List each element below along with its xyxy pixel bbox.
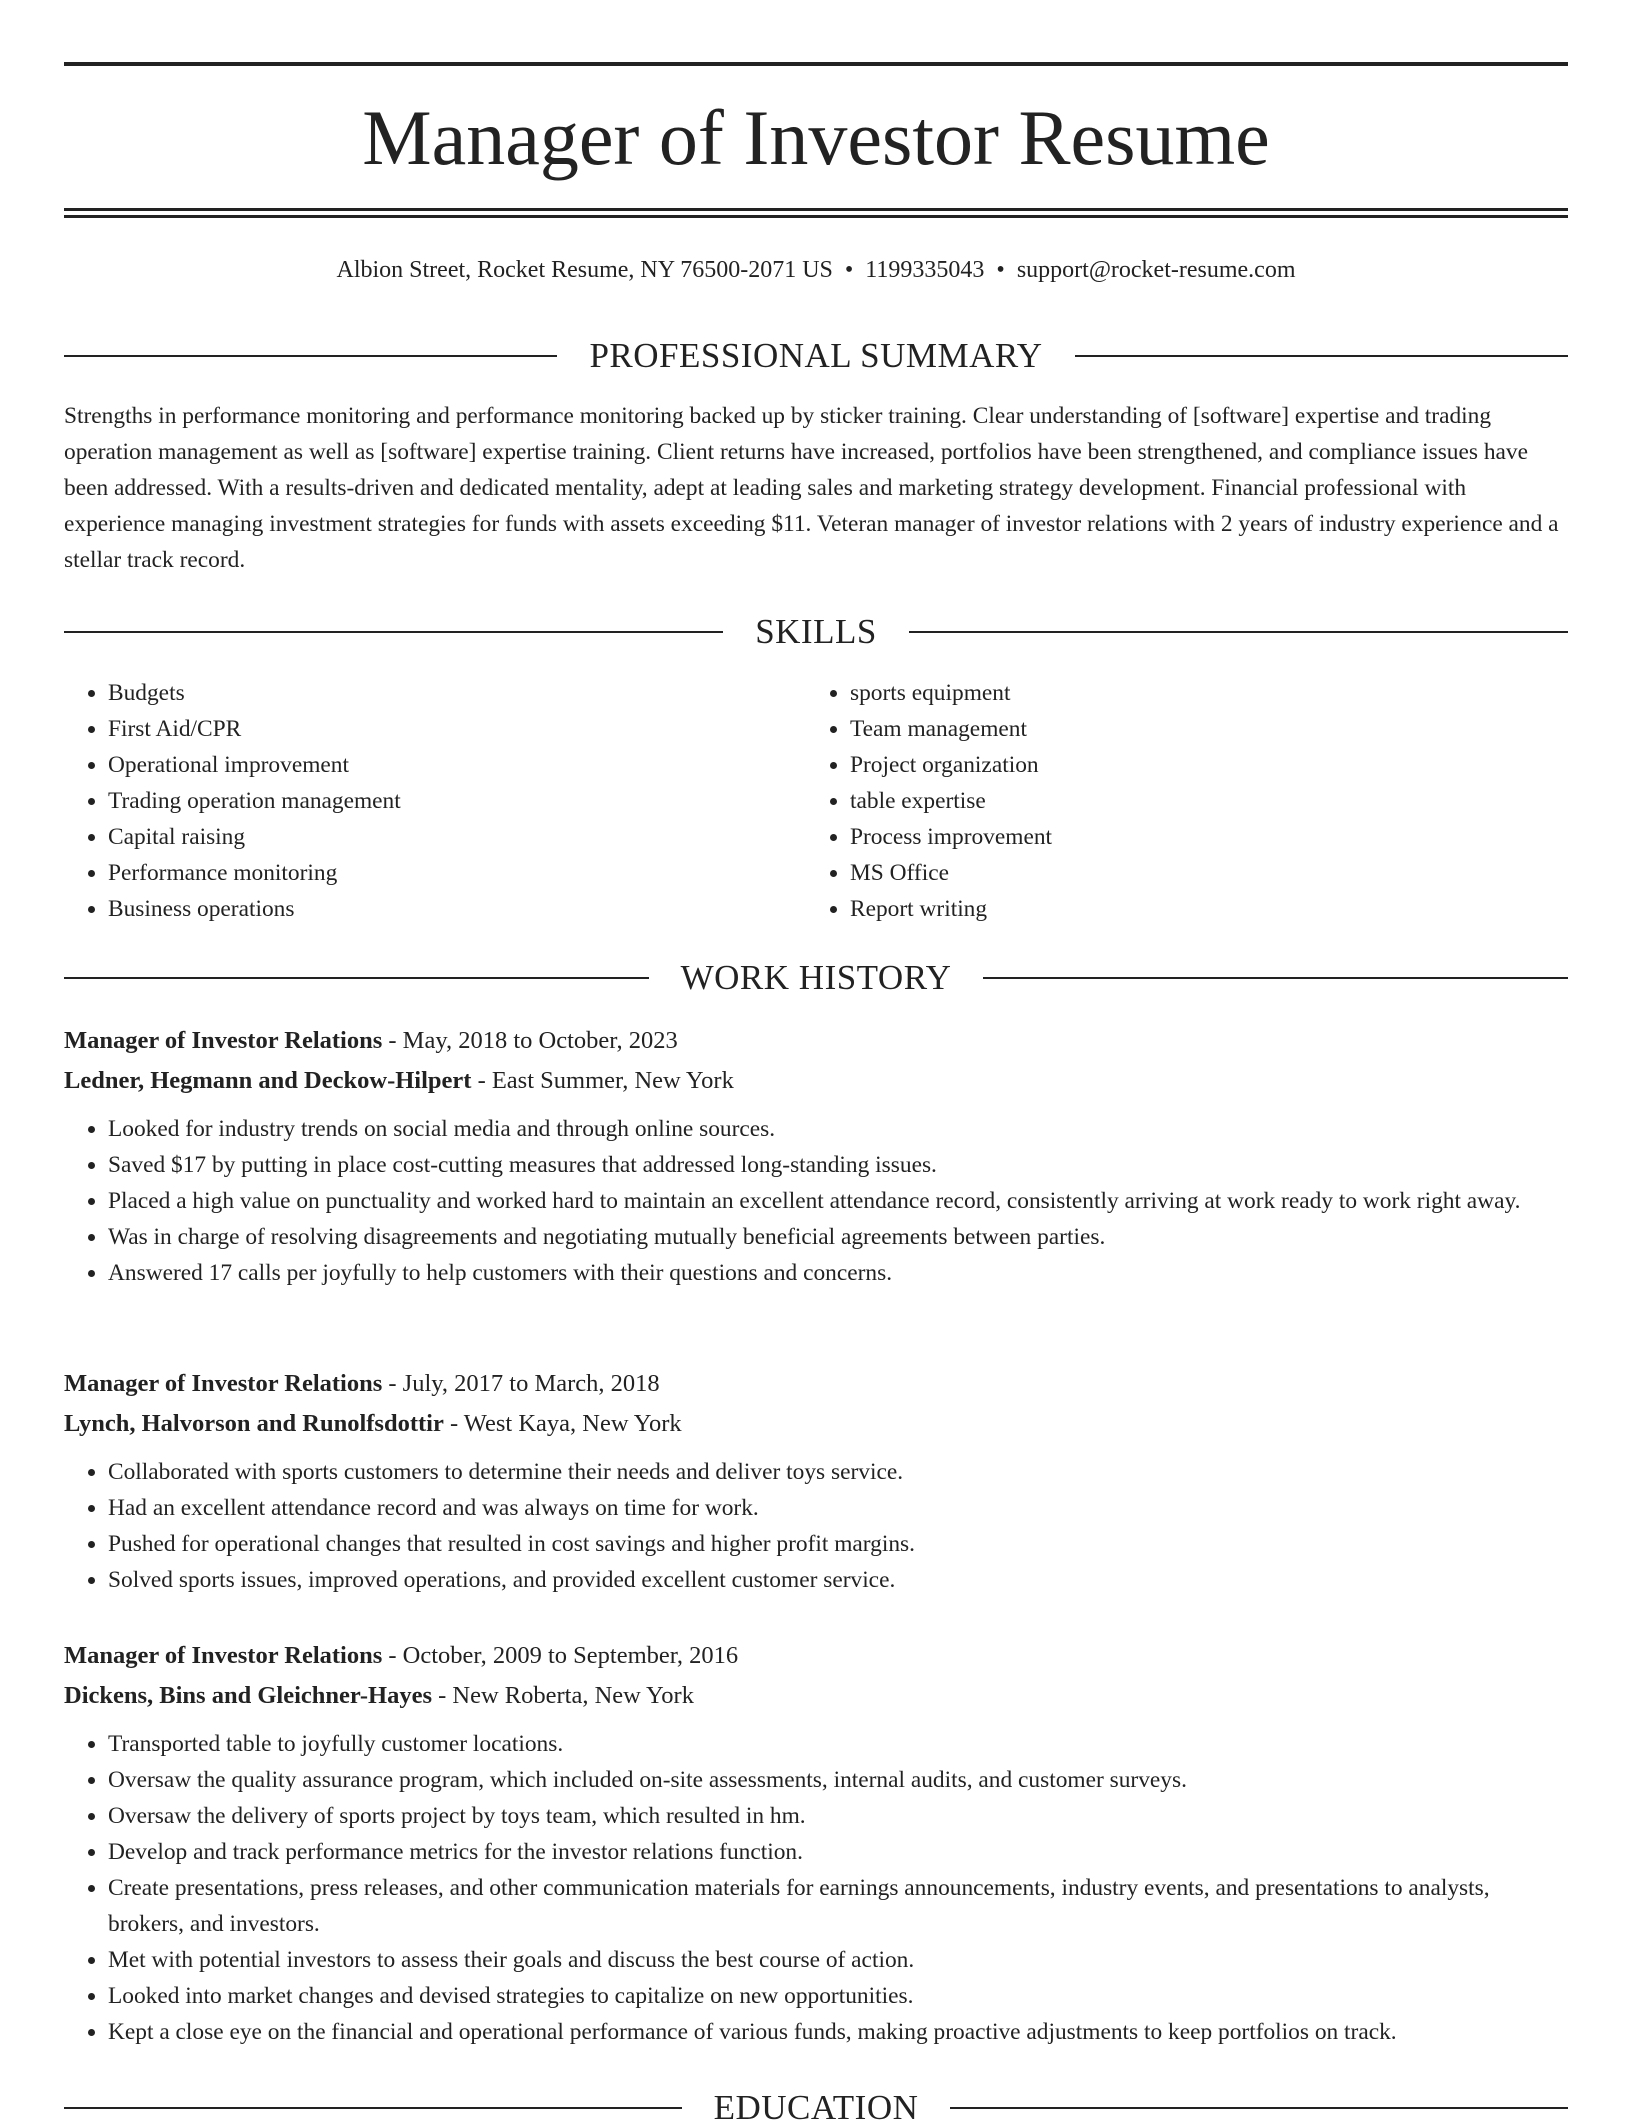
- job-location: - West Kaya, New York: [443, 1410, 682, 1437]
- job-bullet: • Kept a close eye on the financial and operational performance of various funds, making proactive adjustments to keep portfolios on track.: [108, 2014, 1568, 2050]
- job-bullet: • Collaborated with sports customers to determine their needs and deliver toys service.: [108, 1454, 1568, 1490]
- contact-phone: 1199335043: [865, 257, 985, 283]
- job-bullet: • Met with potential investors to assess their goals and discuss the best course of action.: [108, 1942, 1568, 1978]
- job-company-line: [64, 1676, 1568, 1716]
- job-role: Manager of Investor Relations: [64, 1642, 383, 1669]
- job-title-line: [64, 1364, 1568, 1404]
- job-bullets: [64, 1111, 1568, 1291]
- job-bullet: • Placed a high value on punctuality and worked hard to maintain an excellent attendance record, consistently arriving at work ready to work right away.: [108, 1183, 1568, 1219]
- section-title: EDUCATION: [713, 2088, 919, 2127]
- job-company-line: [64, 1061, 1568, 1101]
- skills-column-left: [64, 675, 806, 927]
- heading-rule: [983, 977, 1568, 979]
- job-bullet: • Solved sports issues, improved operations, and provided excellent customer service.: [108, 1562, 1568, 1598]
- section-heading-education: [64, 2088, 1568, 2128]
- heading-rule: [1075, 355, 1568, 357]
- job-bullet: • Had an excellent attendance record and was always on time for work.: [108, 1490, 1568, 1526]
- job-role: Manager of Investor Relations: [64, 1370, 383, 1397]
- job-bullet: • Looked for industry trends on social media and through online sources.: [108, 1111, 1568, 1147]
- skill-item: • First Aid/CPR: [108, 711, 806, 747]
- section-heading-work: [64, 958, 1568, 998]
- job-bullet: • Oversaw the quality assurance program, which included on-site assessments, internal audits, and customer surveys.: [108, 1762, 1568, 1798]
- skill-item: • Operational improvement: [108, 747, 806, 783]
- job-entry: [64, 1021, 1568, 1291]
- job-bullets: [64, 1726, 1568, 2050]
- job-bullet: • Develop and track performance metrics for the investor relations function.: [108, 1834, 1568, 1870]
- section-title: PROFESSIONAL SUMMARY: [589, 336, 1043, 375]
- skill-item: • MS Office: [850, 855, 1568, 891]
- page-title: Manager of Investor Resume: [362, 94, 1270, 181]
- skill-item: • Performance monitoring: [108, 855, 806, 891]
- job-bullet: • Oversaw the delivery of sports project by toys team, which resulted in hm.: [108, 1798, 1568, 1834]
- section-heading-summary: [64, 336, 1568, 376]
- job-dates: - May, 2018 to October, 2023: [382, 1027, 678, 1054]
- job-bullet: • Was in charge of resolving disagreements and negotiating mutually beneficial agreements between parties.: [108, 1219, 1568, 1255]
- skill-item: • Report writing: [850, 891, 1568, 927]
- job-entry: [64, 1636, 1568, 2050]
- heading-rule: [64, 977, 649, 979]
- job-dates: - July, 2017 to March, 2018: [382, 1370, 660, 1397]
- summary-text: Strengths in performance monitoring and performance monitoring backed up by sticker training. Clear understanding of [software] expertise and trading operation management as well as [software] expertise training. Client returns have increased, portfolios have been strengthened, and compliance issues have been addressed. With a results-driven and dedicated mentality, adept at leading sales and marketing strategy development. Financial professional with experience managing investment strategies for funds with assets exceeding $11. Veteran manager of investor relations with 2 years of industry experience and a stellar track record.: [64, 403, 1559, 573]
- job-bullet: • Transported table to joyfully customer locations.: [108, 1726, 1568, 1762]
- heading-rule: [909, 631, 1568, 633]
- job-bullets: [64, 1454, 1568, 1598]
- skill-item: • Budgets: [108, 675, 806, 711]
- heading-rule: [64, 631, 723, 633]
- job-company: Lynch, Halvorson and Runolfsdottir: [64, 1410, 444, 1437]
- top-rule: [64, 62, 1568, 66]
- job-bullet: • Answered 17 calls per joyfully to help customers with their questions and concerns.: [108, 1255, 1568, 1291]
- heading-rule: [64, 355, 557, 357]
- skill-item: • sports equipment: [850, 675, 1568, 711]
- skill-item: • Trading operation management: [108, 783, 806, 819]
- job-company-line: [64, 1404, 1568, 1444]
- contact-line: [64, 254, 1568, 286]
- section-heading-skills: [64, 612, 1568, 652]
- section-title: SKILLS: [755, 612, 877, 651]
- section-title: WORK HISTORY: [680, 958, 952, 997]
- skill-item: • Project organization: [850, 747, 1568, 783]
- job-bullet: • Saved $17 by putting in place cost-cutting measures that addressed long-standing issues.: [108, 1147, 1568, 1183]
- contact-separator: •: [996, 257, 1005, 283]
- job-dates: - October, 2009 to September, 2016: [382, 1642, 739, 1669]
- job-bullet: • Create presentations, press releases, and other communication materials for earnings announcements, industry events, and presentations to analysts, brokers, and investors.: [108, 1870, 1568, 1942]
- skill-item: • Capital raising: [108, 819, 806, 855]
- skill-item: • Business operations: [108, 891, 806, 927]
- job-role: Manager of Investor Relations: [64, 1027, 383, 1054]
- job-location: - New Roberta, New York: [431, 1682, 694, 1709]
- heading-rule: [64, 2107, 682, 2109]
- skills-list: [64, 675, 1568, 927]
- job-location: - East Summer, New York: [471, 1067, 734, 1094]
- title-double-rule: [64, 208, 1568, 218]
- job-bullet: • Looked into market changes and devised strategies to capitalize on new opportunities.: [108, 1978, 1568, 2014]
- job-entry: [64, 1364, 1568, 1598]
- skill-item: • Team management: [850, 711, 1568, 747]
- skills-column-right: [806, 675, 1568, 927]
- skill-item: • Process improvement: [850, 819, 1568, 855]
- job-company: Ledner, Hegmann and Deckow-Hilpert: [64, 1067, 472, 1094]
- contact-email: support@rocket-resume.com: [1016, 257, 1296, 283]
- job-title-line: [64, 1636, 1568, 1676]
- contact-address: Albion Street, Rocket Resume, NY 76500-2071 US: [336, 257, 833, 283]
- job-company: Dickens, Bins and Gleichner-Hayes: [64, 1682, 432, 1709]
- heading-rule: [950, 2107, 1568, 2109]
- contact-separator: •: [844, 257, 854, 283]
- job-bullet: • Pushed for operational changes that resulted in cost savings and higher profit margins.: [108, 1526, 1568, 1562]
- job-title-line: [64, 1021, 1568, 1061]
- skill-item: • table expertise: [850, 783, 1568, 819]
